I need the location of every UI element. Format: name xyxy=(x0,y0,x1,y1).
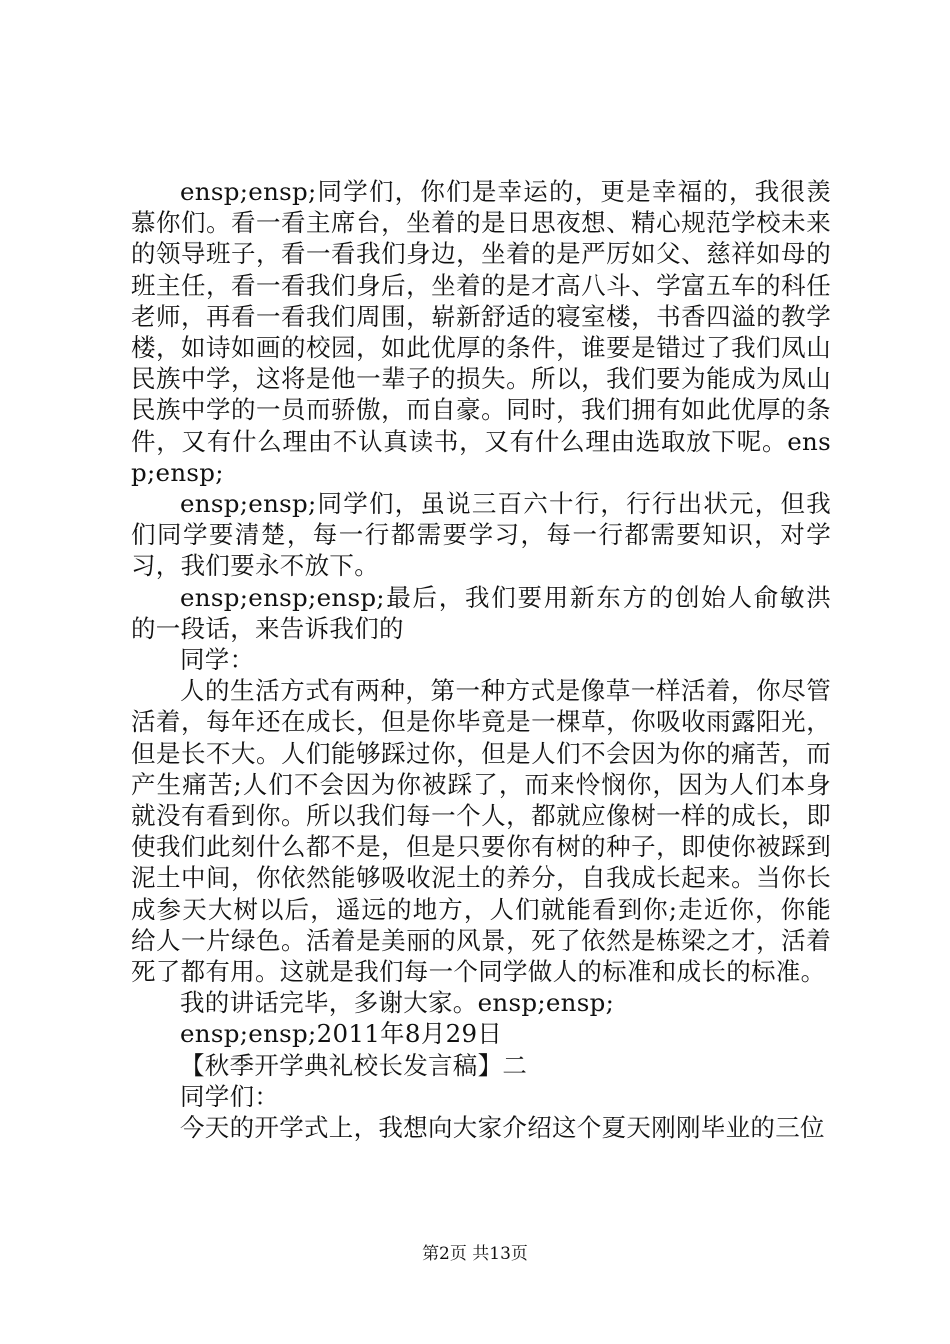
section-heading: 【秋季开学典礼校长发言稿】二 xyxy=(180,1050,528,1080)
paragraph: 我的讲话完毕，多谢大家。ensp;ensp; xyxy=(180,988,615,1018)
paragraph: ensp;ensp;ensp;最后，我们要用新东方的创始人俞敏洪的一段话，来告诉我们的 xyxy=(131,582,831,643)
paragraph: ensp;ensp;同学们，你们是幸运的，更是幸福的，我很羡慕你们。看一看主席台，坐着的是日思夜想、精心规范学校未来的领导班子，看一看我们身边，坐着的是严厉如父、慈祥如母的班主任，看一看我们身后，坐着的是才高八斗、学富五车的科任老师，再看一看我们周围，崭新舒适的寝室楼，书香四溢的教学楼，如诗如画的校园，如此优厚的条件，谁要是错过了我们凤山民族中学，这将是他一辈子的损失。所以，我们要为能成为凤山民族中学的一员而骄傲，而自豪。同时，我们拥有如此优厚的条件，又有什么理由不认真读书，又有什么理由选取放下呢。ensp;ensp; xyxy=(131,177,831,487)
paragraph: ensp;ensp;同学们，虽说三百六十行，行行出状元，但我们同学要清楚，每一行都需要学习，每一行都需要知识，对学习，我们要永不放下。 xyxy=(131,489,831,581)
page-number-footer: 第2页 共13页 xyxy=(422,1244,528,1264)
paragraph: 今天的开学式上，我想向大家介绍这个夏天刚刚毕业的三位 xyxy=(180,1113,825,1143)
document-body xyxy=(131,176,831,1143)
paragraph-date: ensp;ensp;2011年8月29日 xyxy=(180,1019,503,1049)
paragraph: 同学： xyxy=(180,645,255,675)
salutation: 同学们： xyxy=(180,1081,280,1111)
paragraph: 人的生活方式有两种，第一种方式是像草一样活着，你尽管活着，每年还在成长，但是你毕竟是一棵草，你吸收雨露阳光，但是长不大。人们能够踩过你，但是人们不会因为你的痛苦，而产生痛苦;人们不会因为你被踩了，而来怜悯你，因为人们本身就没有看到你。所以我们每一个人，都就应像树一样的成长，即使我们此刻什么都不是，但是只要你有树的种子，即使你被踩到泥土中间，你依然能够吸收泥土的养分，自我成长起来。当你长成参天大树以后，遥远的地方，人们就能看到你;走近你，你能给人一片绿色。活着是美丽的风景，死了依然是栋梁之才，活着死了都有用。这就是我们每一个同学做人的标准和成长的标准。 xyxy=(131,676,831,987)
